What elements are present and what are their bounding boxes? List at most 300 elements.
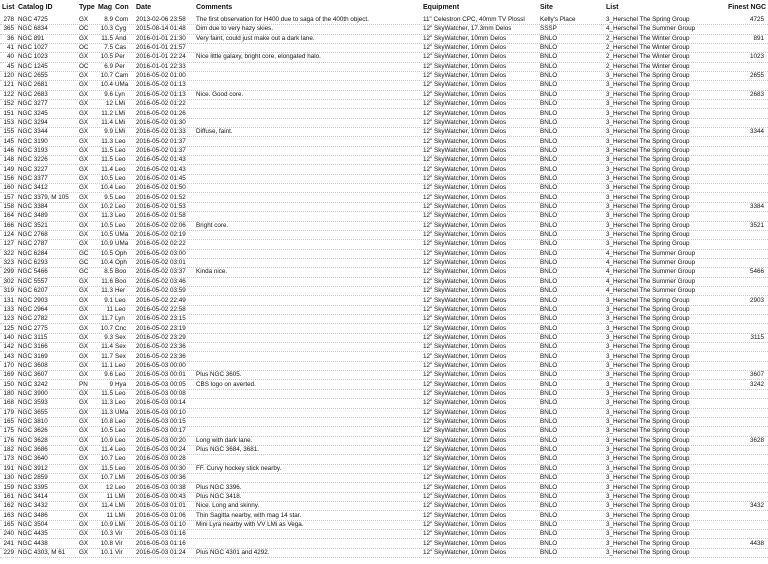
cell-finest-ngc[interactable]: 2655	[749, 72, 764, 80]
cell-list-number[interactable]: 323	[3, 259, 14, 267]
cell-catalog-id[interactable]: NGC 3628	[18, 436, 48, 444]
cell-con[interactable]: Leo	[115, 399, 126, 407]
cell-catalog-id[interactable]: NGC 1023	[18, 53, 48, 61]
cell-site[interactable]: BNLO	[540, 268, 558, 276]
cell-site[interactable]: BNLO	[540, 530, 558, 538]
cell-mag[interactable]: 11.1	[101, 361, 113, 369]
cell-site[interactable]: BNLO	[540, 502, 558, 510]
cell-list-name[interactable]: 2_Herschel The Winter Group	[606, 53, 690, 61]
cell-site[interactable]: BNLO	[540, 474, 558, 482]
cell-list-name[interactable]: 3_Herschel The Spring Group	[606, 165, 690, 173]
cell-list-number[interactable]: 164	[3, 212, 14, 220]
cell-date[interactable]: 2016-05-02 01:52	[136, 193, 186, 201]
cell-list-number[interactable]: 41	[6, 44, 14, 52]
cell-con[interactable]: UMa	[115, 231, 129, 239]
cell-date[interactable]: 2016-05-03 00:28	[136, 455, 186, 463]
cell-list-name[interactable]: 4_Herschel The Summer Group	[606, 25, 696, 33]
cell-catalog-id[interactable]: NGC 891	[18, 34, 45, 42]
cell-list-name[interactable]: 3_Herschel The Spring Group	[606, 137, 690, 145]
cell-list-name[interactable]: 3_Herschel The Spring Group	[606, 184, 690, 192]
cell-equipment[interactable]: 12" SkyWatcher, 10mm Delos	[423, 492, 507, 500]
cell-mag[interactable]: 11.7	[101, 315, 113, 323]
cell-list-name[interactable]: 3_Herschel The Spring Group	[606, 231, 690, 239]
cell-mag[interactable]: 8.9	[104, 16, 113, 23]
cell-mag[interactable]: 10.5	[100, 53, 113, 61]
cell-site[interactable]: BNLO	[540, 455, 558, 463]
cell-type[interactable]: GX	[79, 203, 89, 210]
cell-catalog-id[interactable]: NGC 2787	[18, 240, 48, 248]
cell-mag[interactable]: 11.5	[101, 34, 113, 42]
cell-type[interactable]: GX	[79, 16, 89, 23]
cell-list-number[interactable]: 173	[3, 455, 14, 463]
cell-mag[interactable]: 10.5	[100, 231, 113, 239]
cell-date[interactable]: 2016-05-03 00:43	[136, 492, 186, 500]
cell-con[interactable]: Leo	[115, 390, 126, 397]
cell-date[interactable]: 2016-05-02 01:13	[136, 81, 186, 89]
cell-type[interactable]: GX	[79, 315, 89, 323]
cell-con[interactable]: Lyn	[115, 90, 125, 98]
cell-list-number[interactable]: 125	[3, 324, 14, 332]
cell-equipment[interactable]: 12" SkyWatcher, 10mm Delos	[423, 128, 507, 136]
cell-type[interactable]: GX	[79, 520, 89, 528]
cell-con[interactable]: Leo	[115, 455, 126, 463]
cell-con[interactable]: Leo	[115, 371, 126, 379]
cell-list-number[interactable]: 158	[3, 203, 14, 210]
cell-list-number[interactable]: 127	[3, 240, 14, 248]
cell-equipment[interactable]: 12" SkyWatcher, 10mm Delos	[423, 539, 507, 547]
cell-catalog-id[interactable]: NGC 3384	[18, 203, 48, 210]
cell-catalog-id[interactable]: NGC 2775	[18, 324, 48, 332]
cell-list-number[interactable]: 148	[3, 156, 14, 164]
cell-list-name[interactable]: 3_Herschel The Spring Group	[606, 333, 690, 341]
cell-site[interactable]: BNLO	[540, 44, 558, 52]
cell-date[interactable]: 2016-05-03 01:16	[136, 539, 186, 547]
cell-site[interactable]: BNLO	[540, 109, 558, 117]
cell-con[interactable]: Oph	[115, 249, 127, 257]
cell-con[interactable]: LMi	[115, 128, 126, 136]
cell-catalog-id[interactable]: NGC 3607	[18, 371, 48, 379]
cell-site[interactable]: BNLO	[540, 296, 558, 304]
cell-equipment[interactable]: 12" SkyWatcher, 10mm Delos	[423, 268, 507, 276]
header-equipment[interactable]: Equipment	[423, 4, 460, 11]
cell-mag[interactable]: 10.9	[100, 240, 113, 248]
cell-list-number[interactable]: 176	[3, 436, 14, 444]
cell-list-number[interactable]: 169	[3, 371, 14, 379]
cell-equipment[interactable]: 12" SkyWatcher, 10mm Delos	[423, 72, 507, 80]
cell-list-number[interactable]: 133	[3, 305, 14, 313]
cell-date[interactable]: 2016-01-01 22:24	[136, 53, 186, 61]
cell-site[interactable]: BNLO	[540, 520, 558, 528]
cell-finest-ngc[interactable]: 3628	[749, 436, 764, 444]
cell-con[interactable]: Vir	[115, 539, 123, 547]
cell-date[interactable]: 2016-05-02 01:00	[136, 72, 186, 80]
cell-mag[interactable]: 10.4	[100, 259, 113, 267]
cell-date[interactable]: 2016-05-03 01:01	[136, 502, 186, 510]
cell-finest-ngc[interactable]: 3242	[749, 380, 764, 388]
cell-catalog-id[interactable]: NGC 1027	[18, 44, 48, 52]
cell-finest-ngc[interactable]: 4438	[749, 539, 764, 547]
cell-catalog-id[interactable]: NGC 3504	[18, 520, 48, 528]
cell-mag[interactable]: 11.5	[101, 464, 113, 472]
cell-catalog-id[interactable]: NGC 3593	[18, 399, 48, 407]
cell-mag[interactable]: 11.5	[101, 146, 113, 154]
cell-list-name[interactable]: 3_Herschel The Spring Group	[606, 343, 690, 351]
cell-con[interactable]: Boo	[115, 268, 127, 276]
cell-catalog-id[interactable]: NGC 3626	[18, 427, 48, 435]
cell-type[interactable]: GX	[79, 146, 89, 154]
cell-con[interactable]: Leo	[115, 427, 126, 435]
cell-equipment[interactable]: 12" SkyWatcher, 10mm Delos	[423, 511, 507, 519]
cell-site[interactable]: BNLO	[540, 259, 558, 267]
cell-site[interactable]: BNLO	[540, 90, 558, 98]
cell-equipment[interactable]: 12" SkyWatcher, 10mm Delos	[423, 530, 507, 538]
cell-site[interactable]: BNLO	[540, 333, 558, 341]
cell-date[interactable]: 2016-05-02 01:43	[136, 156, 186, 164]
cell-mag[interactable]: 9	[109, 380, 113, 388]
cell-con[interactable]: Leo	[115, 418, 126, 426]
cell-date[interactable]: 2016-05-03 00:01	[136, 371, 186, 379]
cell-con[interactable]: Cyg	[115, 25, 127, 33]
cell-con[interactable]: Cnc	[115, 324, 127, 332]
cell-list-number[interactable]: 180	[3, 390, 14, 397]
cell-date[interactable]: 2016-05-02 22:49	[136, 296, 186, 304]
cell-mag[interactable]: 10.4	[100, 81, 113, 89]
cell-catalog-id[interactable]: NGC 3810	[18, 418, 48, 426]
cell-catalog-id[interactable]: NGC 4303, M 61	[18, 548, 66, 556]
cell-type[interactable]: GX	[79, 511, 89, 519]
cell-list-number[interactable]: 143	[3, 352, 14, 360]
cell-catalog-id[interactable]: NGC 6293	[18, 259, 48, 267]
cell-con[interactable]: Leo	[115, 146, 126, 154]
cell-catalog-id[interactable]: NGC 3655	[18, 408, 48, 416]
cell-catalog-id[interactable]: NGC 2964	[18, 305, 48, 313]
cell-type[interactable]: GX	[79, 408, 89, 416]
table-row[interactable]	[0, 547, 768, 558]
cell-list-name[interactable]: 3_Herschel The Spring Group	[606, 390, 690, 397]
cell-finest-ngc[interactable]: 891	[753, 34, 764, 42]
cell-equipment[interactable]: 12" SkyWatcher, 10mm Delos	[423, 352, 507, 360]
cell-site[interactable]: BNLO	[540, 324, 558, 332]
cell-list-number[interactable]: 165	[3, 418, 14, 426]
cell-equipment[interactable]: 12" SkyWatcher, 10mm Delos	[423, 333, 507, 341]
cell-date[interactable]: 2016-05-03 00:36	[136, 474, 186, 482]
cell-con[interactable]: Her	[115, 287, 126, 295]
cell-date[interactable]: 2016-05-03 00:38	[136, 483, 186, 491]
cell-list-number[interactable]: 302	[3, 277, 14, 285]
cell-mag[interactable]: 10.4	[100, 184, 113, 192]
cell-site[interactable]: BNLO	[540, 118, 558, 126]
cell-equipment[interactable]: 12" SkyWatcher, 10mm Delos	[423, 100, 507, 108]
cell-catalog-id[interactable]: NGC 6834	[18, 25, 48, 33]
cell-equipment[interactable]: 12" SkyWatcher, 10mm Delos	[423, 259, 507, 267]
cell-list-name[interactable]: 3_Herschel The Spring Group	[606, 72, 690, 80]
cell-type[interactable]: GX	[79, 221, 89, 229]
cell-list-number[interactable]: 319	[3, 287, 14, 295]
cell-list-name[interactable]: 3_Herschel The Spring Group	[606, 81, 690, 89]
cell-site[interactable]: BNLO	[540, 446, 558, 454]
cell-list-number[interactable]: 150	[3, 380, 14, 388]
cell-type[interactable]: GX	[79, 343, 89, 351]
cell-equipment[interactable]: 12" SkyWatcher, 10mm Delos	[423, 137, 507, 145]
cell-equipment[interactable]: 12" SkyWatcher, 10mm Delos	[423, 380, 507, 388]
cell-mag[interactable]: 10.9	[100, 436, 113, 444]
cell-date[interactable]: 2015-08-14 01:48	[136, 25, 186, 33]
cell-catalog-id[interactable]: NGC 6207	[18, 287, 48, 295]
cell-con[interactable]: Hya	[115, 380, 127, 388]
cell-site[interactable]: BNLO	[540, 511, 558, 519]
cell-date[interactable]: 2016-05-02 03:37	[136, 268, 186, 276]
cell-date[interactable]: 2016-05-03 00:14	[136, 399, 186, 407]
cell-mag[interactable]: 11	[106, 511, 113, 519]
cell-date[interactable]: 2016-05-02 01:37	[136, 146, 186, 154]
cell-site[interactable]: BNLO	[540, 390, 558, 397]
cell-site[interactable]: BNLO	[540, 193, 558, 201]
cell-type[interactable]: GX	[79, 418, 89, 426]
cell-list-name[interactable]: 3_Herschel The Spring Group	[606, 427, 690, 435]
cell-mag[interactable]: 10.8	[100, 539, 113, 547]
cell-type[interactable]: GX	[79, 427, 89, 435]
cell-catalog-id[interactable]: NGC 4438	[18, 539, 48, 547]
cell-list-name[interactable]: 3_Herschel The Spring Group	[606, 156, 690, 164]
cell-equipment[interactable]: 12" SkyWatcher, 10mm Delos	[423, 455, 507, 463]
cell-mag[interactable]: 9.9	[104, 128, 113, 136]
cell-type[interactable]: GX	[79, 72, 89, 80]
cell-equipment[interactable]: 12" SkyWatcher, 10mm Delos	[423, 548, 507, 556]
cell-type[interactable]: GX	[79, 296, 89, 304]
header-site[interactable]: Site	[540, 4, 553, 11]
cell-mag[interactable]: 10.7	[100, 324, 113, 332]
cell-catalog-id[interactable]: NGC 3414	[18, 492, 48, 500]
cell-date[interactable]: 2016-05-03 01:16	[136, 530, 186, 538]
cell-finest-ngc[interactable]: 5466	[749, 268, 764, 276]
cell-date[interactable]: 2016-05-03 00:15	[136, 418, 186, 426]
cell-site[interactable]: BNLO	[540, 231, 558, 239]
cell-con[interactable]: Leo	[115, 137, 126, 145]
cell-equipment[interactable]: 12" SkyWatcher, 10mm Delos	[423, 203, 507, 210]
cell-list-name[interactable]: 4_Herschel The Summer Group	[606, 277, 696, 285]
cell-type[interactable]: GX	[79, 90, 89, 98]
cell-equipment[interactable]: 12" SkyWatcher, 10mm Delos	[423, 324, 507, 332]
cell-list-name[interactable]: 3_Herschel The Spring Group	[606, 418, 690, 426]
cell-con[interactable]: Leo	[115, 221, 126, 229]
cell-list-name[interactable]: 3_Herschel The Spring Group	[606, 16, 690, 23]
cell-finest-ngc[interactable]: 3521	[749, 221, 764, 229]
cell-catalog-id[interactable]: NGC 2859	[18, 474, 48, 482]
cell-mag[interactable]: 11.2	[101, 109, 113, 117]
cell-con[interactable]: LMi	[115, 100, 126, 108]
cell-catalog-id[interactable]: NGC 1245	[18, 62, 48, 70]
cell-list-name[interactable]: 3_Herschel The Spring Group	[606, 474, 690, 482]
cell-date[interactable]: 2016-05-03 00:30	[136, 464, 186, 472]
cell-equipment[interactable]: 12" SkyWatcher, 10mm Delos	[423, 464, 507, 472]
cell-equipment[interactable]: 12" SkyWatcher, 10mm Delos	[423, 174, 507, 182]
cell-catalog-id[interactable]: NGC 5466	[18, 268, 48, 276]
cell-list-name[interactable]: 3_Herschel The Spring Group	[606, 128, 690, 136]
cell-list-name[interactable]: 3_Herschel The Spring Group	[606, 305, 690, 313]
cell-list-name[interactable]: 3_Herschel The Spring Group	[606, 371, 690, 379]
cell-date[interactable]: 2016-05-03 00:17	[136, 427, 186, 435]
cell-type[interactable]: GX	[79, 492, 89, 500]
cell-finest-ngc[interactable]: 4725	[749, 16, 764, 23]
cell-list-number[interactable]: 161	[3, 492, 14, 500]
cell-type[interactable]: GX	[79, 455, 89, 463]
cell-date[interactable]: 2016-05-03 00:08	[136, 390, 186, 397]
cell-comments[interactable]: Very faint, could just make out a dark lane.	[196, 34, 315, 42]
cell-date[interactable]: 2016-05-02 01:13	[136, 90, 186, 98]
cell-site[interactable]: BNLO	[540, 128, 558, 136]
cell-list-name[interactable]: 3_Herschel The Spring Group	[606, 315, 690, 323]
cell-catalog-id[interactable]: NGC 2768	[18, 231, 48, 239]
cell-date[interactable]: 2016-05-03 01:24	[136, 548, 186, 556]
cell-date[interactable]: 2016-05-02 23:36	[136, 343, 186, 351]
cell-list-number[interactable]: 157	[3, 193, 14, 201]
cell-type[interactable]: GX	[79, 128, 89, 136]
cell-catalog-id[interactable]: NGC 3432	[18, 502, 48, 510]
cell-site[interactable]: BNLO	[540, 483, 558, 491]
cell-date[interactable]: 2016-05-03 01:10	[136, 520, 186, 528]
cell-catalog-id[interactable]: NGC 3169	[18, 352, 48, 360]
cell-mag[interactable]: 8.5	[104, 268, 113, 276]
cell-list-number[interactable]: 45	[6, 62, 14, 70]
cell-list-number[interactable]: 149	[3, 165, 14, 173]
cell-equipment[interactable]: 12" SkyWatcher, 10mm Delos	[423, 249, 507, 257]
cell-list-name[interactable]: 3_Herschel The Spring Group	[606, 492, 690, 500]
cell-type[interactable]: GC	[79, 268, 89, 276]
cell-comments[interactable]: Plus NGC 3684, 3681.	[196, 446, 260, 454]
cell-list-name[interactable]: 2_Herschel The Winter Group	[606, 44, 690, 52]
cell-con[interactable]: LMi	[115, 118, 126, 126]
cell-catalog-id[interactable]: NGC 3294	[18, 118, 48, 126]
cell-catalog-id[interactable]: NGC 2655	[18, 72, 48, 80]
cell-comments[interactable]: Bright core.	[196, 221, 229, 229]
cell-list-number[interactable]: 146	[3, 146, 14, 154]
cell-list-name[interactable]: 3_Herschel The Spring Group	[606, 296, 690, 304]
cell-list-number[interactable]: 162	[3, 502, 14, 510]
cell-mag[interactable]: 9.1	[104, 296, 113, 304]
cell-mag[interactable]: 6.9	[104, 62, 113, 70]
cell-mag[interactable]: 12	[105, 483, 113, 491]
cell-date[interactable]: 2016-05-03 00:00	[136, 361, 186, 369]
cell-equipment[interactable]: 12" SkyWatcher, 10mm Delos	[423, 343, 507, 351]
cell-mag[interactable]: 10.5	[100, 174, 113, 182]
cell-equipment[interactable]: 12" SkyWatcher, 10mm Delos	[423, 221, 507, 229]
cell-con[interactable]: Leo	[115, 464, 126, 472]
cell-date[interactable]: 2016-05-02 23:15	[136, 315, 186, 323]
cell-equipment[interactable]: 11" Celestron CPC, 40mm TV Plossl	[423, 16, 525, 23]
cell-catalog-id[interactable]: NGC 3226	[18, 156, 48, 164]
cell-type[interactable]: GX	[79, 231, 89, 239]
cell-equipment[interactable]: 12" SkyWatcher, 10mm Delos	[423, 399, 507, 407]
cell-date[interactable]: 2016-05-02 01:45	[136, 174, 186, 182]
cell-list-name[interactable]: 2_Herschel The Winter Group	[606, 62, 690, 70]
cell-site[interactable]: BNLO	[540, 240, 558, 248]
cell-list-number[interactable]: 166	[3, 221, 14, 229]
cell-mag[interactable]: 11.5	[101, 390, 113, 397]
cell-con[interactable]: Leo	[115, 296, 126, 304]
cell-type[interactable]: GX	[79, 446, 89, 454]
cell-con[interactable]: And	[115, 34, 127, 42]
cell-site[interactable]: BNLO	[540, 352, 558, 360]
cell-list-number[interactable]: 36	[6, 34, 14, 42]
cell-con[interactable]: Sex	[115, 343, 126, 351]
cell-equipment[interactable]: 12" SkyWatcher, 10mm Delos	[423, 427, 507, 435]
cell-date[interactable]: 2016-05-03 00:24	[136, 446, 186, 454]
cell-site[interactable]: BNLO	[540, 371, 558, 379]
cell-finest-ngc[interactable]: 3384	[749, 203, 764, 210]
cell-con[interactable]: LMi	[115, 520, 126, 528]
cell-list-name[interactable]: 3_Herschel The Spring Group	[606, 548, 690, 556]
cell-equipment[interactable]: 12" SkyWatcher, 10mm Delos	[423, 520, 507, 528]
cell-con[interactable]: Leo	[115, 184, 126, 192]
cell-con[interactable]: Leo	[115, 483, 126, 491]
cell-type[interactable]: GX	[79, 34, 89, 42]
cell-equipment[interactable]: 12" SkyWatcher, 10mm Delos	[423, 483, 507, 491]
cell-date[interactable]: 2016-05-02 22:58	[136, 305, 186, 313]
cell-equipment[interactable]: 12" SkyWatcher, 10mm Delos	[423, 474, 507, 482]
cell-mag[interactable]: 9.5	[104, 193, 113, 201]
cell-mag[interactable]: 10.3	[100, 25, 113, 33]
cell-mag[interactable]: 10.5	[100, 249, 113, 257]
cell-date[interactable]: 2016-05-02 01:22	[136, 100, 186, 108]
cell-catalog-id[interactable]: NGC 4725	[18, 16, 48, 23]
cell-date[interactable]: 2016-05-02 01:26	[136, 109, 186, 117]
cell-site[interactable]: BNLO	[540, 62, 558, 70]
cell-equipment[interactable]: 12" SkyWatcher, 10mm Delos	[423, 436, 507, 444]
cell-site[interactable]: BNLO	[540, 203, 558, 210]
cell-date[interactable]: 2016-05-03 00:10	[136, 408, 186, 416]
cell-list-number[interactable]: 163	[3, 511, 14, 519]
cell-type[interactable]: GX	[79, 100, 89, 108]
cell-list-number[interactable]: 175	[3, 427, 14, 435]
cell-catalog-id[interactable]: NGC 3344	[18, 128, 48, 136]
cell-type[interactable]: GX	[79, 174, 89, 182]
cell-mag[interactable]: 11.4	[101, 118, 113, 126]
cell-list-name[interactable]: 3_Herschel The Spring Group	[606, 380, 690, 388]
cell-type[interactable]: GX	[79, 109, 89, 117]
cell-mag[interactable]: 10.2	[100, 203, 113, 210]
cell-list-name[interactable]: 3_Herschel The Spring Group	[606, 361, 690, 369]
cell-finest-ngc[interactable]: 3115	[750, 333, 764, 341]
cell-site[interactable]: BNLO	[540, 548, 558, 556]
cell-mag[interactable]: 10.7	[100, 455, 113, 463]
cell-catalog-id[interactable]: NGC 3245	[18, 109, 48, 117]
cell-mag[interactable]: 11.4	[101, 446, 113, 454]
cell-list-name[interactable]: 3_Herschel The Spring Group	[606, 539, 690, 547]
cell-list-number[interactable]: 170	[3, 361, 14, 369]
cell-mag[interactable]: 12	[105, 100, 113, 108]
cell-mag[interactable]: 10.7	[100, 474, 113, 482]
cell-equipment[interactable]: 12" SkyWatcher, 10mm Delos	[423, 34, 507, 42]
cell-type[interactable]: GX	[79, 277, 89, 285]
cell-mag[interactable]: 10.7	[100, 72, 113, 80]
cell-comments[interactable]: Nice little galaxy, bright core, elongated halo.	[196, 53, 321, 61]
cell-list-name[interactable]: 3_Herschel The Spring Group	[606, 464, 690, 472]
cell-con[interactable]: Leo	[115, 305, 126, 313]
cell-list-name[interactable]: 3_Herschel The Spring Group	[606, 455, 690, 463]
cell-mag[interactable]: 11	[106, 492, 113, 500]
cell-type[interactable]: GC	[79, 259, 89, 267]
cell-type[interactable]: GX	[79, 436, 89, 444]
cell-catalog-id[interactable]: NGC 4435	[18, 530, 48, 538]
cell-list-number[interactable]: 140	[3, 333, 14, 341]
cell-site[interactable]: BNLO	[540, 399, 558, 407]
cell-catalog-id[interactable]: NGC 2782	[18, 315, 48, 323]
cell-date[interactable]: 2016-01-01 21:30	[136, 34, 186, 42]
cell-list-number[interactable]: 168	[3, 399, 14, 407]
header-list-number[interactable]: List	[2, 4, 15, 11]
cell-list-number[interactable]: 229	[3, 548, 14, 556]
cell-type[interactable]: GX	[79, 287, 89, 295]
